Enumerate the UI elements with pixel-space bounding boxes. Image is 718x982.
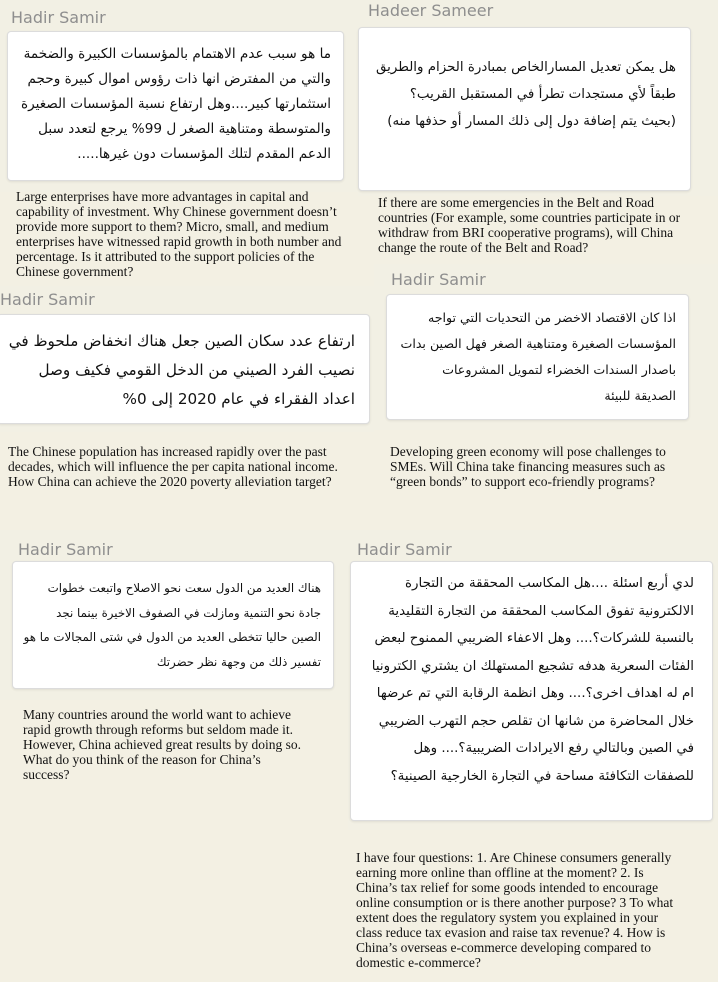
arabic-message-text: اذا كان الاقتصاد الاخضر من التحديات التي تواجه المؤسسات الصغيرة ومتناهية الصغر فهل الصين بدات باصدار السندات الخضراء لتمويل المشروعات الصديقة للبيئة	[400, 310, 676, 403]
arabic-message-bubble	[350, 561, 713, 821]
author-name: Hadir Samir	[0, 290, 95, 309]
english-translation: I have four questions: 1. Are Chinese consumers generally earning more online than offline at the moment? 2. Is China’s tax relief for some goods intended to encourage online consumption or is there another purpose? 3 To what extent does the regulatory system you explained in your class reduce tax evasion and raise tax revenue? 4. How is China’s overseas e-commerce developing compared to domestic e-commerce?	[356, 850, 674, 970]
arabic-message-text: هناك العديد من الدول سعت نحو الاصلاح واتبعت خطوات جادة نحو التنمية ومازلت في الصفوف الاخيرة بينما نجد الصين حاليا تتخطى العديد من الدول في شتى المجالات ما هو تفسير ذلك من وجهة نظر حضرتك	[23, 581, 321, 669]
english-translation: Many countries around the world want to achieve rapid growth through reforms but seldom made it. However, China achieved great results by doing so. What do you think of the reason for China’s success?	[23, 707, 302, 782]
arabic-message-text: ارتفاع عدد سكان الصين جعل هناك انخفاض ملحوظ في نصيب الفرد الصيني من الدخل القومي فكيف وصل اعداد الفقراء في عام 2020 إلى 0%	[8, 332, 355, 408]
author-name: Hadir Samir	[18, 540, 113, 559]
arabic-message-bubble	[358, 27, 691, 191]
author-name: Hadir Samir	[391, 270, 486, 289]
author-name: Hadir Samir	[357, 540, 452, 559]
arabic-message-bubble	[386, 294, 689, 420]
author-name: Hadir Samir	[11, 8, 106, 27]
english-translation: Large enterprises have more advantages in capital and capability of investment. Why Chinese government doesn’t provide more support to them? Micro, small, and medium enterprises have witnessed rapid growth in both number and percentage. Is it attributed to the support policies of the Chinese government?	[16, 189, 342, 279]
arabic-message-bubble	[7, 31, 344, 181]
arabic-message-bubble	[12, 561, 334, 689]
author-name: Hadeer Sameer	[368, 1, 494, 20]
english-translation: If there are some emergencies in the Belt and Road countries (For example, some countries participate in or withdraw from BRI cooperative programs), will China change the route of the Belt and Road?	[378, 195, 681, 255]
arabic-message-bubble	[0, 314, 370, 424]
arabic-message-text: لدي أربع اسئلة ....هل المكاسب المحققة من التجارة الالكترونية تفوق المكاسب المحققة من التجارة التقليدية بالنسبة للشركات؟.... وهل الاعفاء الضريبي الممنوح لبعض الفئات السعرية هدفه تشجيع المستهلك ان يشتري الكترونيا ام له اهداف اخرى؟.... وهل انظمة الرقابة التي تم عرضها خلال المحاضرة من شانها ان تقلص حجم التهرب الضريبي في الصين وبالتالي رفع الايرادات الضريبية؟.... وهل للصفقات التكافئة مساحة في التجارة الخارجية الصينية؟	[371, 576, 694, 784]
arabic-message-text: ما هو سبب عدم الاهتمام بالمؤسسات الكبيرة والضخمة والتي من المفترض انها ذات رؤوس اموال كبيرة وحجم استثمارتها كبير....وهل ارتفاع نسبة المؤسسات الصغيرة والمتوسطة ومتناهية الصغر ل 99% يرجع لتعدد سبل الدعم المقدم لتلك المؤسسات دون غيرها.....	[20, 46, 331, 162]
arabic-message-text: هل يمكن تعديل المسارالخاص بمبادرة الحزام والطريق طبقاً لأي مستجدات تطرأ في المستقبل القريب؟ (بحيث يتم إضافة دول إلى ذلك المسار أو حذفها منه)	[375, 60, 676, 129]
english-translation: The Chinese population has increased rapidly over the past decades, which will influence the per capita national income. How China can achieve the 2020 poverty alleviation target?	[8, 444, 338, 489]
english-translation: Developing green economy will pose challenges to SMEs. Will China take financing measures such as “green bonds” to support eco-friendly programs?	[390, 444, 666, 489]
